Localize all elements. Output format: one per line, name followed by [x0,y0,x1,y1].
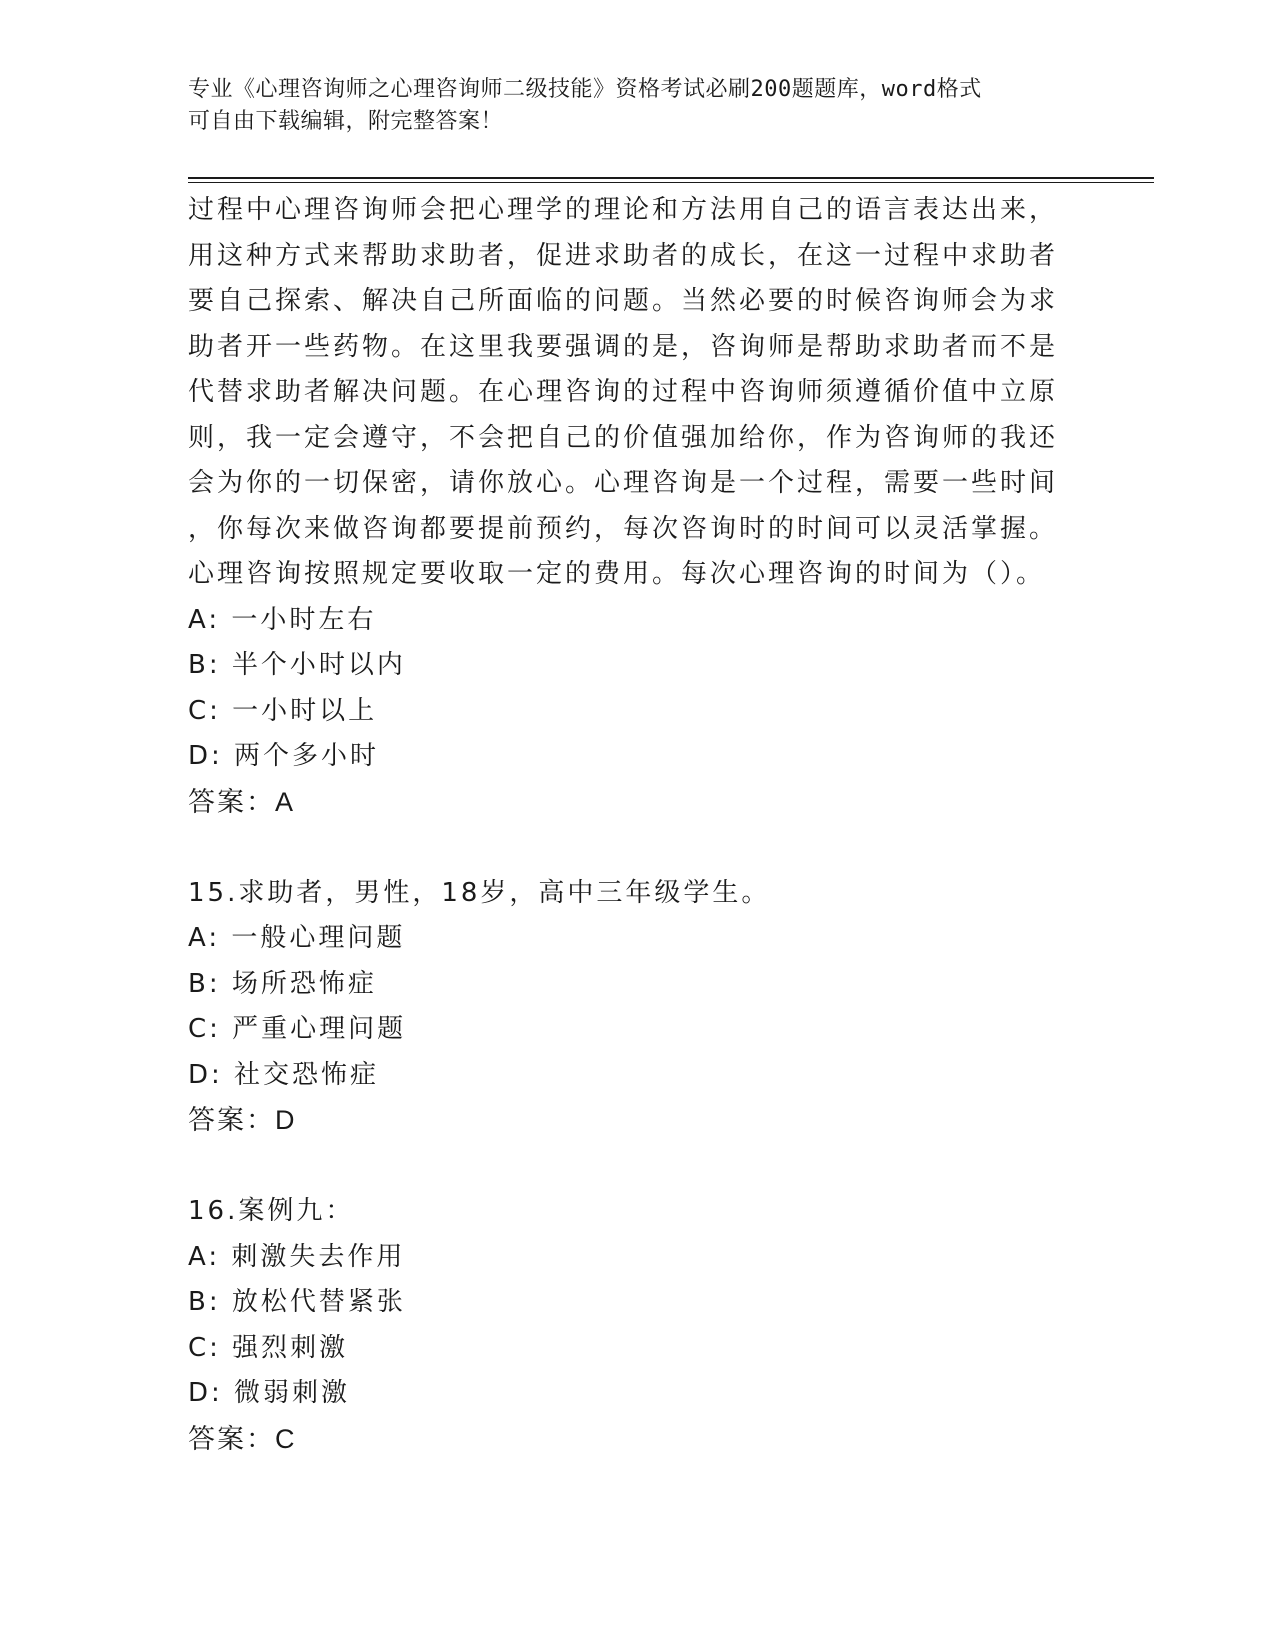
option-b: B: 半个小时以内 [188,650,406,680]
header-divider-thin [188,182,1154,183]
question-list [188,188,1088,1462]
header-title-line-2: 可自由下载编辑，附完整答案！ [188,109,504,134]
option-c: C: 一小时以上 [188,695,378,726]
option-c: C: 严重心理问题 [188,1014,407,1044]
header-title-line-1: 专业《心理咨询师之心理咨询师二级技能》资格考试必刷200题题库，word格式 [188,77,982,102]
question-stem: 16.案例九： [188,1196,355,1226]
question-stem-line: 用这种方式来帮助求助者，促进求助者的成长，在这一过程中求助者 [188,240,1059,271]
question-stem: 15.求助者，男性，18岁，高中三年级学生。 [188,877,771,908]
question-stem-line: 会为你的一切保密，请你放心。心理咨询是一个过程，需要一些时间 [188,468,1059,498]
option-d: D: 社交恐怖症 [188,1059,380,1090]
option-a: A: 一般心理问题 [188,923,406,953]
header-divider-thick [188,177,1154,179]
option-b: B: 放松代替紧张 [188,1287,406,1317]
question-16 [188,1189,1088,1462]
spacer [188,1144,1088,1190]
spacer [188,825,1088,871]
option-d: D: 微弱刺激 [188,1378,351,1408]
question-stem-line: ，你每次来做咨询都要提前预约，每次咨询时的时间可以灵活掌握。 [188,513,1059,544]
document-header [188,74,1088,138]
answer-label: 答案：D [188,1105,297,1135]
question-stem-line: 则，我一定会遵守，不会把自己的价值强加给你，作为咨询师的我还 [188,422,1059,453]
answer-label: 答案：A [188,786,296,817]
question-stem-line: 要自己探索、解决自己所面临的问题。当然必要的时候咨询师会为求 [188,286,1059,316]
option-a: A: 一小时左右 [188,604,377,635]
option-d: D: 两个多小时 [188,741,380,771]
answer-label: 答案：C [188,1423,297,1454]
question-stem-line: 代替求助者解决问题。在心理咨询的过程中咨询师须遵循价值中立原 [188,377,1059,407]
option-a: A: 刺激失去作用 [188,1241,406,1272]
question-14 [188,188,1088,825]
question-stem-line: 心理咨询按照规定要收取一定的费用。每次心理咨询的时间为（）。 [188,559,1046,589]
option-c: C: 强烈刺激 [188,1332,349,1363]
option-b: B: 场所恐怖症 [188,968,377,999]
question-stem-line: 过程中心理咨询师会把心理学的理论和方法用自己的语言表达出来， [188,195,1059,225]
question-15 [188,871,1088,1144]
question-stem-line: 助者开一些药物。在这里我要强调的是，咨询师是帮助求助者而不是 [188,331,1059,362]
